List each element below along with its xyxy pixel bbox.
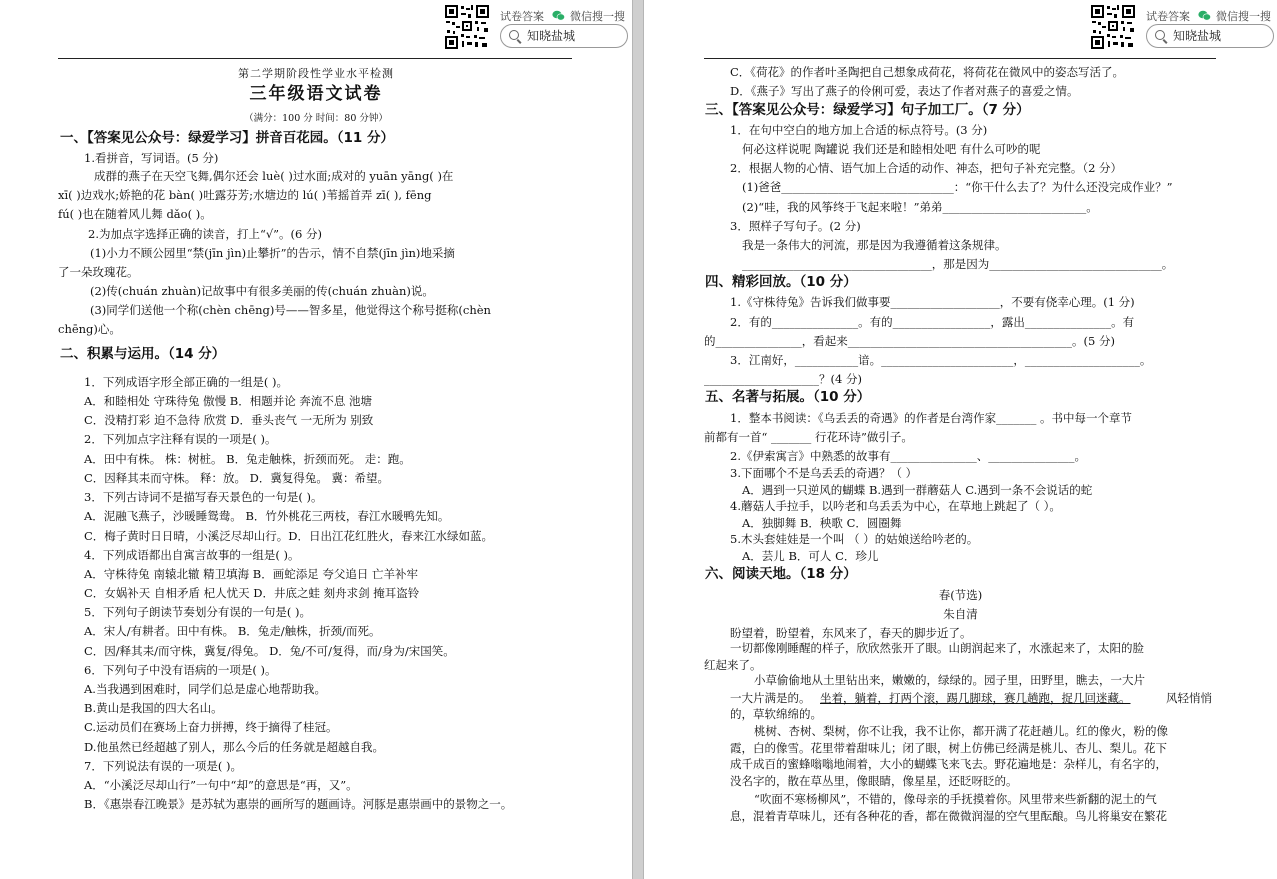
wechat-icon [552, 10, 565, 21]
section-title: 六、阅读天地。（18 分） [705, 566, 857, 582]
question-text: 1．在句中空白的地方加上合适的标点符号。(3 分) [730, 123, 988, 137]
question-text: chēng)心。 [58, 322, 121, 336]
question-text: 5．下列句子朗读节奏划分有误的一句是( )。 [84, 605, 311, 619]
underlined-passage-text: 坐着，躺着，打两个滚，踢几脚球，赛几趟跑，捉几回迷藏。 [820, 691, 1131, 705]
option-text: A．遇到一只逆风的蝴蝶 B.遇到一群蘑菇人 C.遇到一条不会说话的蛇 [742, 483, 1093, 497]
question-text: 3.下面哪个不是乌丢丢的奇遇？（ ） [730, 466, 918, 480]
header-rule [58, 58, 572, 59]
passage-text: 没名字的，散在草丛里，像眼睛，像星星，还眨呀眨的。 [730, 774, 1018, 788]
question-text: 4．下列成语都出自寓言故事的一组是( )。 [84, 548, 300, 562]
question-text: 6．下列句子中没有语病的一项是( )。 [84, 663, 277, 677]
option-text: D．《燕子》写出了燕子的伶俐可爱，表达了作者对燕子的喜爱之情。 [730, 84, 1079, 98]
question-text: 的_______________，看起来_______________________________________。(5 分) [704, 334, 1115, 348]
section-title: 五、名著与拓展。（10 分） [705, 389, 871, 405]
question-text: 1.《守株待兔》告诉我们做事要___________________，不要有侥幸心理。(1 分) [730, 295, 1135, 309]
option-text: D.他虽然已经超越了别人，那么今后的任务就是超越自我。 [84, 740, 384, 754]
exam-page-2 [644, 0, 1277, 879]
passage-text: 红起来了。 [704, 658, 762, 672]
question-text: 我是一条伟大的河流，那是因为我遵循着这条规律。 [742, 238, 1007, 252]
search-value: 知晓盐城 [527, 29, 576, 43]
passage-text: “吹面不寒杨柳风”，不错的，像母亲的手抚摸着你。风里带来些新翻的泥土的气 [754, 792, 1157, 806]
question-text: _________________________________，那是因为______________________________。 [742, 257, 1174, 271]
search-icon [1155, 30, 1165, 40]
passage-text: 桃树、杏树、梨树，你不让我，我不让你，都开满了花赶趟儿。红的像火，粉的像 [754, 724, 1168, 738]
passage-text: 霞，白的像雪。花里带着甜味儿；闭了眼，树上仿佛已经满是桃儿、杏儿、梨儿。花下 [730, 741, 1167, 755]
question-text: 2．下列加点字注释有误的一项是( )。 [84, 432, 277, 446]
search-icon [509, 30, 519, 40]
option-text: C．因/释其耒/而守株，冀复/得兔。 D．兔/不可/复得，而/身为/宋国笑。 [84, 644, 455, 658]
question-text: (2)“哇，我的风筝终于飞起来啦！”弟弟_________________________。 [742, 200, 1098, 214]
page-gutter [632, 0, 644, 879]
question-text: (1)小力不顾公园里“禁(jīn jìn)止攀折”的告示，情不自禁(jīn jìn)地采摘 [90, 246, 455, 260]
option-text: B.黄山是我国的四大名山。 [84, 701, 223, 715]
question-text: 1.看拼音，写词语。(5 分) [84, 151, 219, 165]
question-text: 何必这样说呢 陶罐说 我们还是和睦相处吧 有什么可吵的呢 [742, 142, 1041, 156]
question-text: 3．照样子写句子。(2 分) [730, 219, 861, 233]
question-text: 2.《伊索寓言》中熟悉的故事有_______________、_______________。 [730, 449, 1086, 463]
header-brand-label: 试卷答案 [1146, 10, 1190, 23]
question-text: 1．下列成语字形全部正确的一组是( )。 [84, 375, 288, 389]
passage-text: 一大片满是的。 [730, 691, 811, 705]
question-text: fú( )也在随着风儿舞 dǎo( )。 [58, 207, 212, 221]
header-brand-label: 试卷答案 [500, 10, 544, 23]
wechat-icon [1198, 10, 1211, 21]
exam-title: 三年级语文试卷 [249, 84, 383, 104]
section-title: 二、积累与运用。（14 分） [60, 346, 226, 362]
wechat-search-label: 微信搜一搜 [1216, 10, 1271, 23]
qr-code-icon [1090, 4, 1136, 50]
option-text: A．守株待兔 南辕北辙 精卫填海 B．画蛇添足 夸父追日 亡羊补牢 [84, 567, 419, 581]
question-text: 1．整本书阅读：《乌丢丢的奇遇》的作者是台湾作家_______ 。书中每一个章节 [730, 411, 1132, 425]
option-text: A.当我遇到困难时，同学们总是虚心地帮助我。 [84, 682, 326, 696]
question-text: 了一朵玫瑰花。 [58, 265, 139, 279]
passage-author: 朱自清 [943, 607, 978, 621]
passage-text: 风轻悄悄 [1166, 691, 1212, 705]
question-text: (2)传(chuán zhuàn)记故事中有很多美丽的传(chuán zhuàn)说。 [90, 284, 434, 298]
passage-text: 的，草软绵绵的。 [730, 707, 822, 721]
option-text: A．“小溪泛尽却山行”一句中“却”的意思是“再，又”。 [84, 778, 358, 792]
header-label [1146, 8, 1271, 24]
passage-text: 盼望着，盼望着，东风来了，春天的脚步近了。 [730, 626, 972, 640]
option-text: C．梅子黄时日日晴，小溪泛尽却山行。D．日出江花红胜火，春来江水绿如蓝。 [84, 529, 494, 543]
passage-title: 春(节选) [938, 588, 983, 602]
passage-text: 成千成百的蜜蜂嗡嗡地闹着，大小的蝴蝶飞来飞去。野花遍地是：杂样儿，有名字的， [730, 757, 1167, 771]
header-rule [704, 58, 1216, 59]
option-text: A．泥融飞燕子，沙暖睡鸳鸯。 B．竹外桃花三两枝，春江水暖鸭先知。 [84, 509, 450, 523]
question-text: (1)爸爸______________________________：“你干什么去了？为什么还没完成作业？” [742, 180, 1173, 194]
search-value: 知晓盐城 [1173, 29, 1222, 43]
option-text: C．女娲补天 自相矛盾 杞人忧天 D．井底之蛙 刻舟求剑 掩耳盗铃 [84, 586, 420, 600]
question-text: (3)同学们送他一个称(chèn chēng)号——智多星，他觉得这个称号挺称(chèn [90, 303, 491, 317]
question-text: 2．有的_______________。有的_________________，露出_______________。有 [730, 315, 1135, 329]
exam-subtitle: 第二学期阶段性学业水平检测 [238, 67, 394, 80]
passage-text: 小草偷偷地从土里钻出来，嫩嫩的，绿绿的。园子里，田野里，瞧去，一大片 [754, 673, 1145, 687]
section-title: 四、精彩回放。（10 分） [705, 274, 857, 290]
question-text: 3．江南好，___________谙。_______________________，____________________。 [730, 353, 1152, 367]
option-text: C.运动员们在赛场上奋力拼搏，终于摘得了桂冠。 [84, 720, 338, 734]
exam-meta: （满分：100 分 时间：80 分钟） [244, 113, 388, 124]
section-title: 一、【答案见公众号：绿爱学习】拼音百花园。（11 分） [60, 130, 394, 146]
qr-code-icon [444, 4, 490, 50]
option-text: C．没精打彩 迫不急待 欣赏 D．垂头丧气 一无所为 别致 [84, 413, 374, 427]
question-text: 3．下列古诗词不是描写春天景色的一句是( )。 [84, 490, 323, 504]
option-text: B．《惠崇春江晚景》是苏轼为惠崇的画所写的题画诗。河豚是惠崇画中的景物之一。 [84, 797, 513, 811]
question-text: 7．下列说法有误的一项是( )。 [84, 759, 242, 773]
question-text: 5.木头套娃娃是一个叫 （ ）的姑娘送给吟老的。 [730, 532, 979, 546]
question-text: 4.蘑菇人手拉手，以吟老和乌丢丢为中心，在草地上跳起了（ ）。 [730, 499, 1061, 513]
exam-page-1 [0, 0, 632, 879]
wechat-search-box[interactable] [1146, 24, 1274, 48]
option-text: A．宋人/有耕者。田中有株。 B．兔走/触株，折颈/而死。 [84, 624, 381, 638]
question-text: 成群的燕子在天空飞舞,偶尔还会 luè( )过水面;成对的 yuān yāng( )在 [94, 169, 454, 183]
passage-text: 息，混着青草味儿，还有各种花的香，都在微微润湿的空气里酝酿。鸟儿将巢安在繁花 [730, 809, 1167, 823]
question-text: 2．根据人物的心情、语气加上合适的动作、神态，把句子补充完整。（2 分） [730, 161, 1123, 175]
passage-text: 一切都像刚睡醒的样子，欣欣然张开了眼。山朗润起来了，水涨起来了，太阳的脸 [730, 641, 1144, 655]
option-text: A．和睦相处 守珠待兔 傲慢 B．相题并论 奔流不息 池塘 [84, 394, 373, 408]
question-text: 2.为加点字选择正确的读音，打上“√”。(6 分) [88, 227, 323, 241]
option-text: A．田中有株。 株：树桩。 B．兔走触株，折颈而死。 走：跑。 [84, 452, 411, 466]
option-text: A．芸儿 B．可人 C．珍儿 [742, 549, 879, 563]
option-text: C．因释其耒而守株。 释：放。 D．冀复得兔。 冀：希望。 [84, 471, 389, 485]
question-text: ____________________？(4 分) [704, 372, 862, 386]
wechat-search-label: 微信搜一搜 [570, 10, 625, 23]
wechat-search-box[interactable] [500, 24, 628, 48]
option-text: A．独脚舞 B．秧歌 C．圆圈舞 [742, 516, 902, 530]
option-text: C．《荷花》的作者叶圣陶把自己想象成荷花，将荷花在微风中的姿态写活了。 [730, 65, 1125, 79]
section-title: 三、【答案见公众号：绿爱学习】句子加工厂。（7 分） [705, 102, 1030, 118]
question-text: xī( )边戏水;娇艳的花 bàn( )吐露芬芳;水塘边的 lú( )苇摇首弄 zī( ), fēng [58, 188, 432, 202]
question-text: 前都有一首“ _______ 行花环诗”做引子。 [704, 430, 913, 444]
header-label [500, 8, 625, 24]
